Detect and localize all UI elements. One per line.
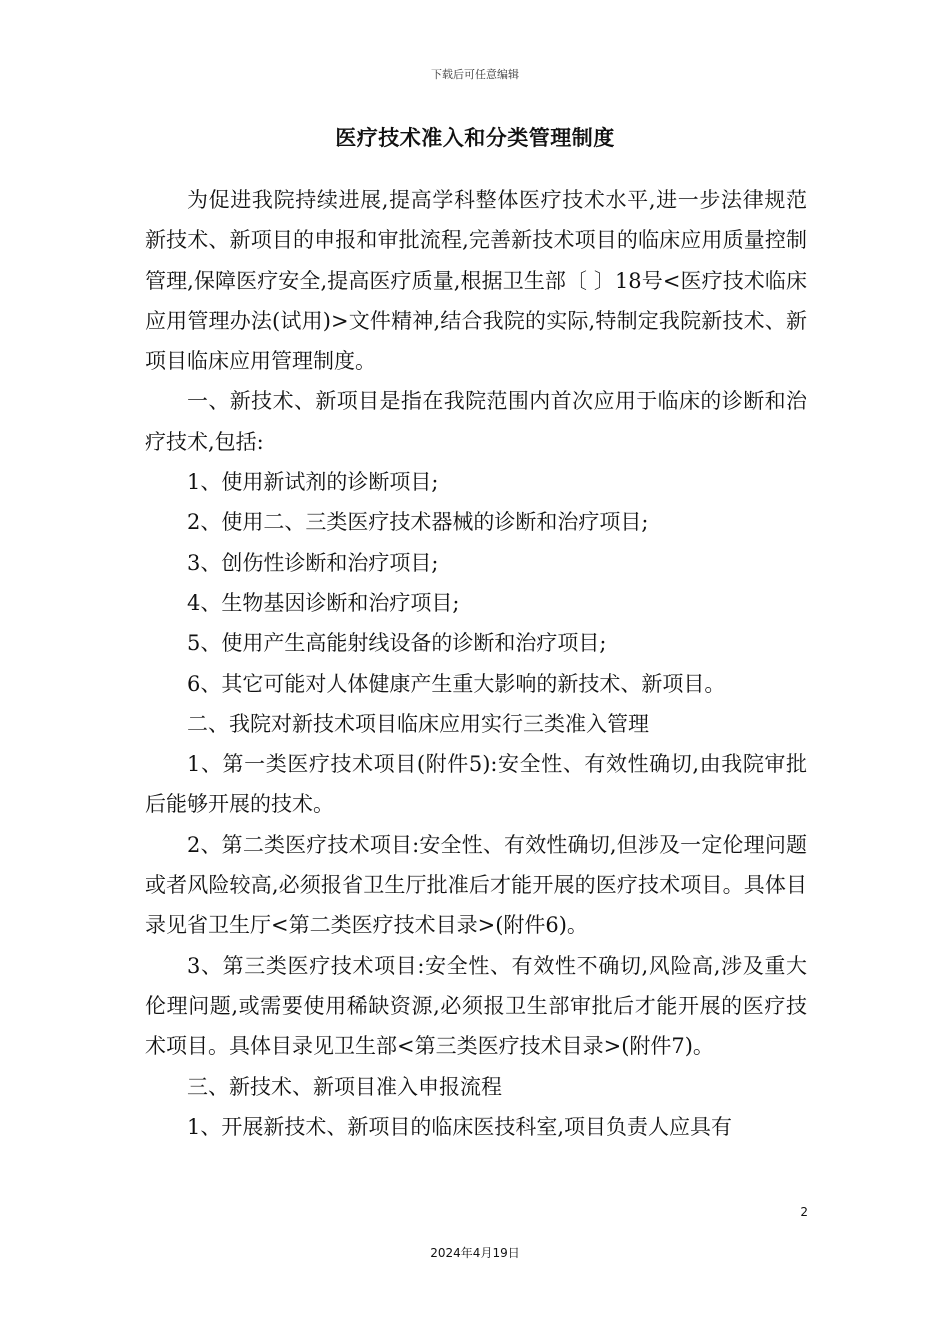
paragraph-section-1: 一、新技术、新项目是指在我院范围内首次应用于临床的诊断和治疗技术,包括:: [145, 389, 807, 454]
list-item: 4、生物基因诊断和治疗项目;: [187, 590, 460, 615]
list-item: 1、使用新试剂的诊断项目;: [187, 470, 439, 495]
list-item: 3、创伤性诊断和治疗项目;: [187, 550, 439, 575]
list-item: 1、第一类医疗技术项目(附件5):安全性、有效性确切,由我院审批后能够开展的技术。: [145, 752, 807, 817]
list-item: 5、使用产生高能射线设备的诊断和治疗项目;: [187, 631, 607, 656]
footer-date: 2024年4月19日: [430, 1246, 520, 1260]
list-item: 2、使用二、三类医疗技术器械的诊断和治疗项目;: [187, 510, 649, 535]
list-item: 1、开展新技术、新项目的临床医技科室,项目负责人应具有: [187, 1114, 733, 1139]
page-header: 下载后可任意编辑: [431, 68, 519, 81]
document-title: 医疗技术准入和分类管理制度: [335, 126, 615, 150]
paragraph-section-3: 三、新技术、新项目准入申报流程: [187, 1074, 502, 1099]
paragraph-intro: 为促进我院持续进展,提高学科整体医疗技术水平,进一步法律规范新技术、新项目的申报和审批流程,完善新技术项目的临床应用质量控制管理,保障医疗安全,提高医疗质量,根据卫生部〔 〕18号<医疗技术临床应用管理办法(试用)>文件精神,结合我院的实际,特制定我院新技术、新项目临床应用管理制度。: [145, 188, 807, 374]
list-item: 3、第三类医疗技术项目:安全性、有效性不确切,风险高,涉及重大伦理问题,或需要使用稀缺资源,必须报卫生部审批后才能开展的医疗技术项目。具体目录见卫生部<第三类医疗技术目录>(附件7)。: [145, 953, 807, 1059]
paragraph-section-2: 二、我院对新技术项目临床应用实行三类准入管理: [187, 711, 649, 736]
page-number: 2: [800, 1205, 808, 1219]
document-body: [145, 180, 807, 1147]
list-item: 2、第二类医疗技术项目:安全性、有效性确切,但涉及一定伦理问题或者风险较高,必须报省卫生厅批准后才能开展的医疗技术项目。具体目录见省卫生厅<第二类医疗技术目录>(附件6)。: [145, 832, 807, 938]
list-item: 6、其它可能对人体健康产生重大影响的新技术、新项目。: [187, 671, 726, 696]
